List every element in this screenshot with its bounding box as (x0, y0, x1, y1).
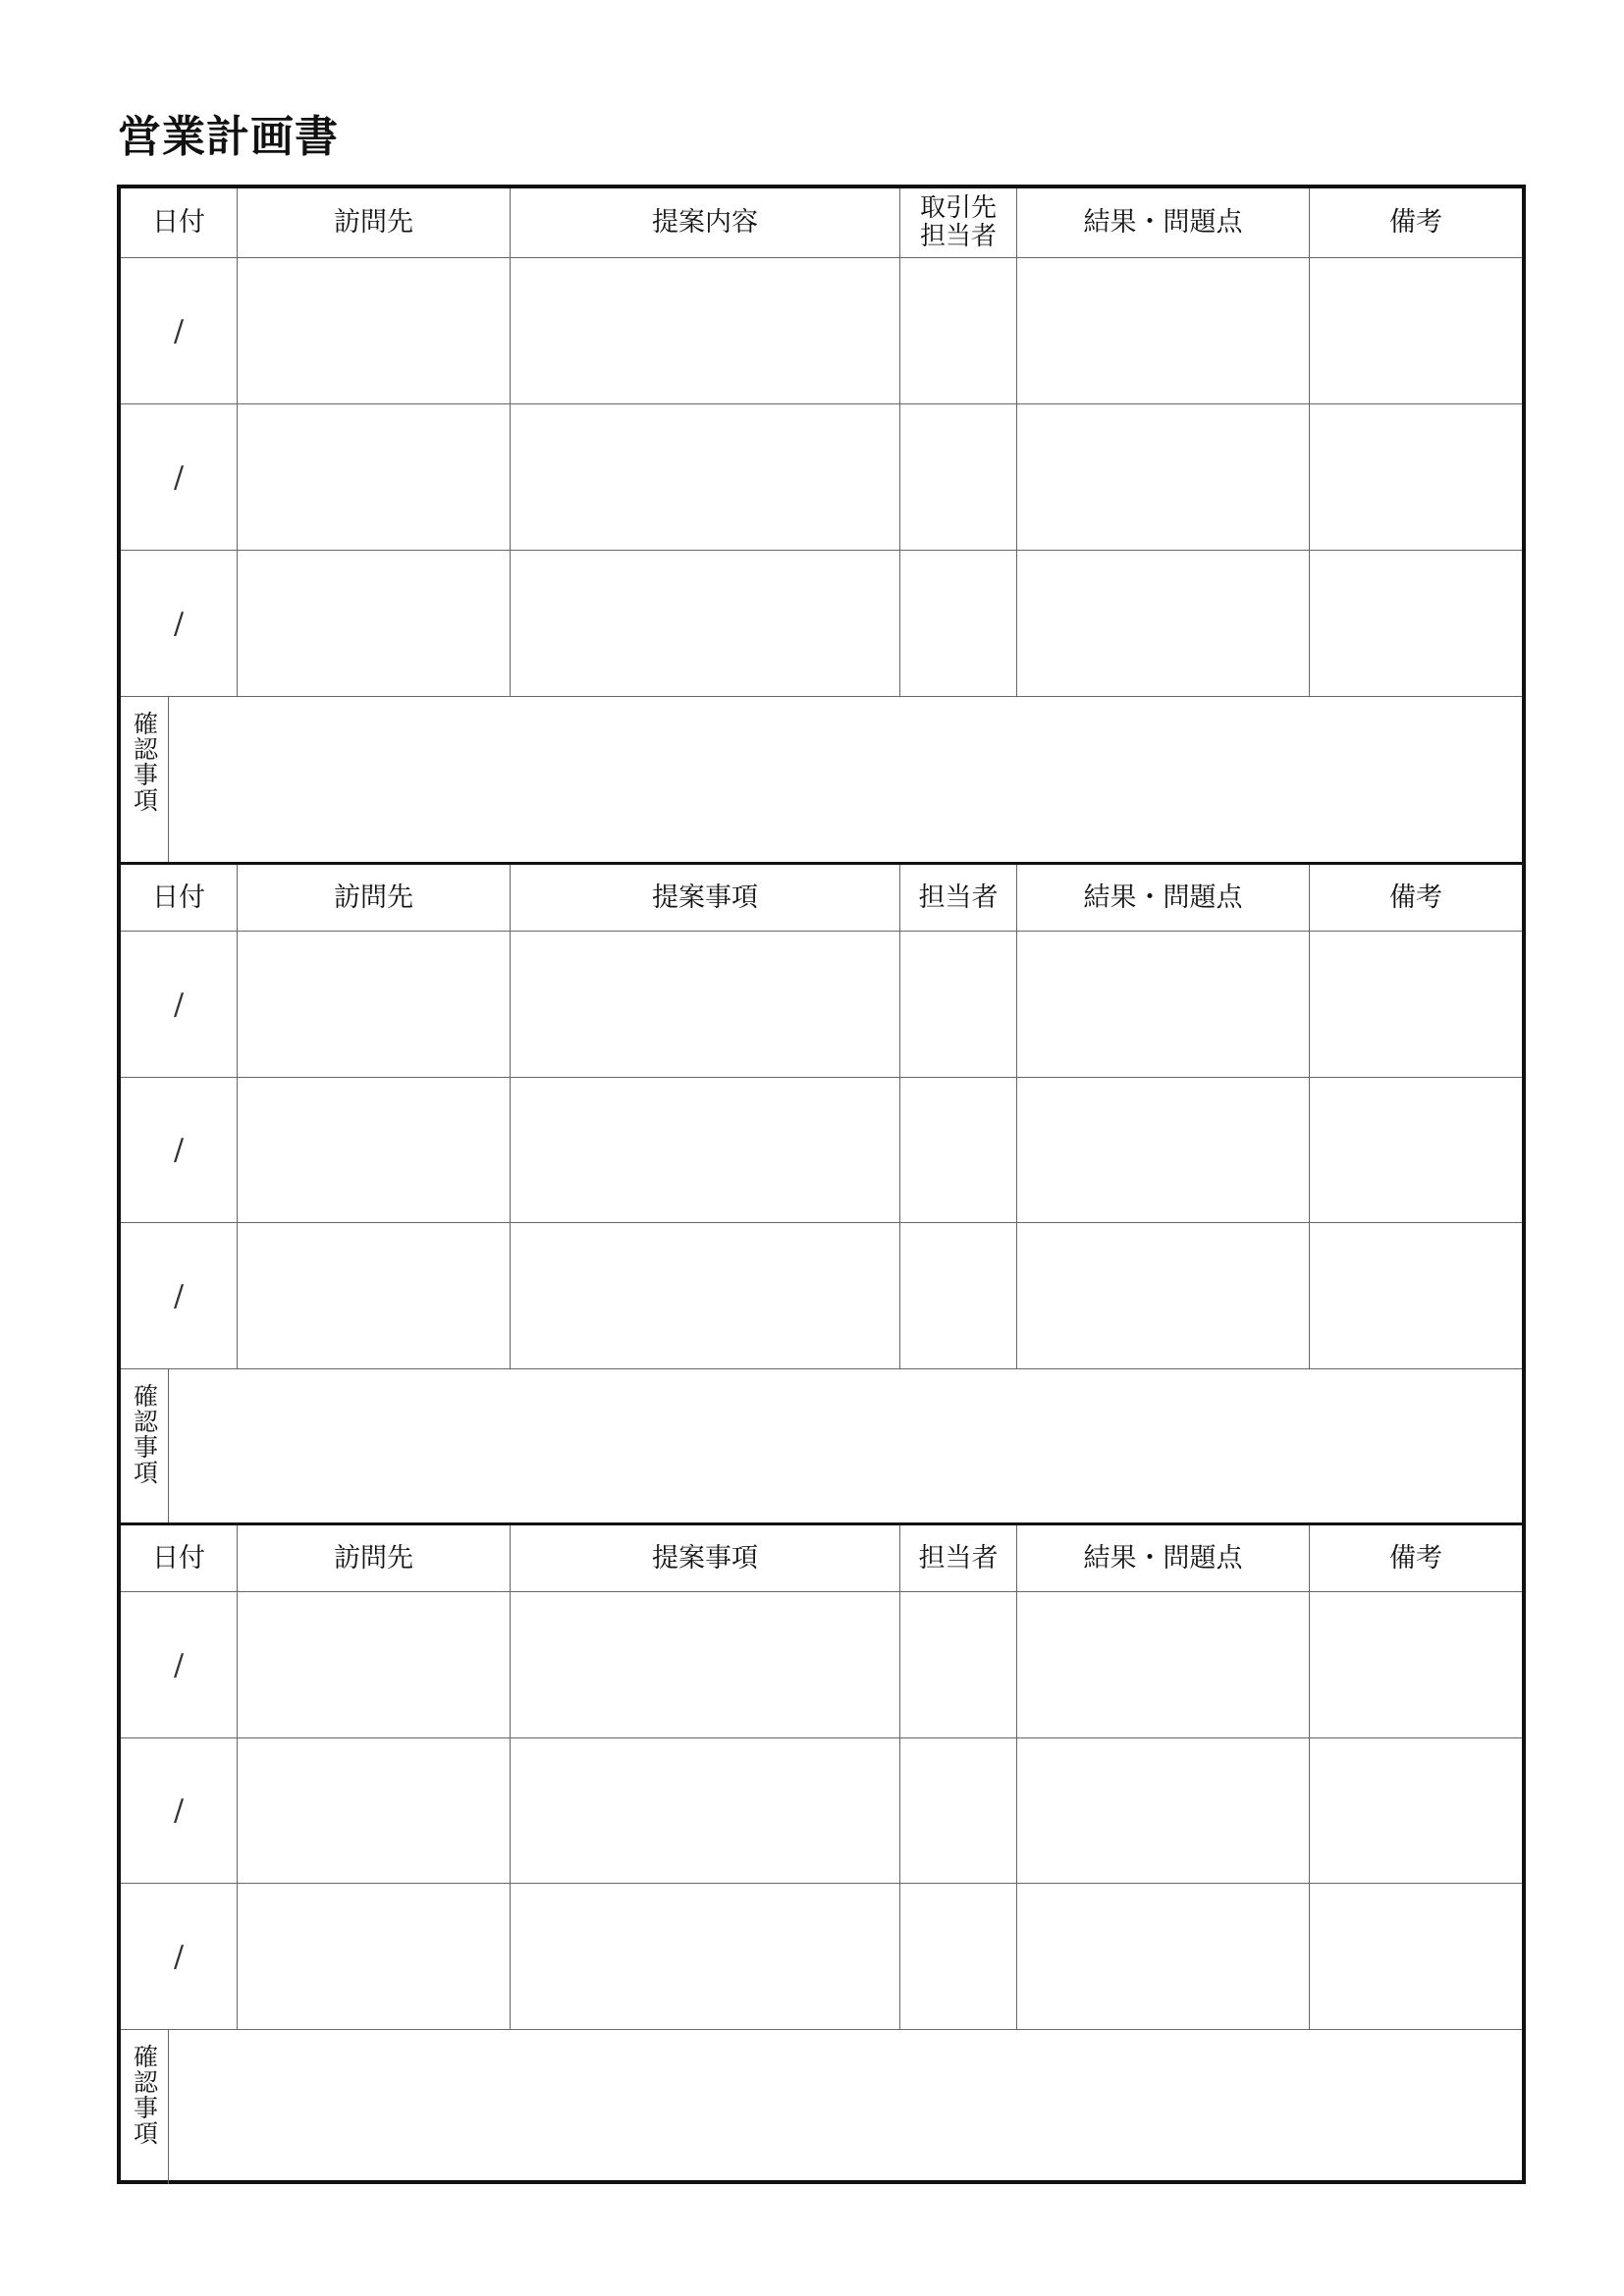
visit-cell[interactable] (238, 551, 511, 696)
result-cell[interactable] (1017, 1223, 1310, 1368)
date-cell[interactable]: / (121, 1738, 238, 1883)
confirm-section (121, 2030, 1522, 2184)
notes-cell[interactable] (1310, 1884, 1522, 2029)
table-row (121, 551, 1522, 697)
result-cell[interactable] (1017, 1592, 1310, 1737)
proposal-cell[interactable] (511, 1078, 900, 1222)
notes-cell[interactable] (1310, 551, 1522, 696)
result-cell[interactable] (1017, 258, 1310, 403)
table-row (121, 932, 1522, 1078)
plan-block-1 (121, 188, 1522, 862)
visit-cell[interactable] (238, 404, 511, 550)
table-row (121, 1078, 1522, 1223)
date-cell[interactable]: / (121, 404, 238, 550)
contact-cell[interactable] (900, 1884, 1017, 2029)
contact-cell[interactable] (900, 932, 1017, 1077)
notes-cell[interactable] (1310, 1078, 1522, 1222)
contact-cell[interactable] (900, 1592, 1017, 1737)
confirm-label-cell (121, 2030, 169, 2184)
header-date: 日付 (121, 188, 238, 257)
proposal-cell[interactable] (511, 1592, 900, 1737)
date-cell[interactable]: / (121, 1592, 238, 1737)
confirm-label: 確認事項 (130, 2044, 159, 2146)
result-cell[interactable] (1017, 1738, 1310, 1883)
proposal-cell[interactable] (511, 932, 900, 1077)
notes-cell[interactable] (1310, 258, 1522, 403)
header-notes: 備考 (1389, 207, 1442, 239)
header-date: 日付 (121, 865, 238, 931)
visit-cell[interactable] (238, 932, 511, 1077)
header-visit: 訪問先 (238, 188, 511, 257)
plan-sheet (117, 185, 1526, 2184)
date-cell[interactable]: / (121, 1223, 238, 1368)
header-contact: 担当者 (900, 1525, 1017, 1591)
header-result: 結果・問題点 (1017, 188, 1310, 257)
contact-cell[interactable] (900, 404, 1017, 550)
proposal-cell[interactable] (511, 1223, 900, 1368)
visit-cell[interactable] (238, 1078, 511, 1222)
date-cell[interactable]: / (121, 1078, 238, 1222)
proposal-cell[interactable] (511, 258, 900, 403)
contact-cell[interactable] (900, 1078, 1017, 1222)
header-row (121, 865, 1522, 932)
notes-cell[interactable] (1310, 1223, 1522, 1368)
confirm-input-area[interactable] (169, 697, 1522, 862)
visit-cell[interactable] (238, 1884, 511, 2029)
table-row (121, 258, 1522, 404)
header-row (121, 1525, 1522, 1592)
header-contact-line2: 担当者 (919, 222, 997, 251)
notes-cell[interactable] (1310, 404, 1522, 550)
result-cell[interactable] (1017, 551, 1310, 696)
date-cell[interactable]: / (121, 258, 238, 403)
notes-cell[interactable] (1310, 932, 1522, 1077)
table-row (121, 1592, 1522, 1738)
header-contact-line1: 取引先 (919, 193, 997, 224)
header-date: 日付 (121, 1525, 238, 1591)
header-contact: 担当者 (900, 865, 1017, 931)
result-cell[interactable] (1017, 1078, 1310, 1222)
header-notes: 備考 (1389, 1542, 1442, 1574)
contact-cell[interactable] (900, 1738, 1017, 1883)
visit-cell[interactable] (238, 1223, 511, 1368)
visit-cell[interactable] (238, 1592, 511, 1737)
visit-cell[interactable] (238, 258, 511, 403)
header-row (121, 188, 1522, 258)
confirm-section (121, 1369, 1522, 1523)
date-cell[interactable]: / (121, 551, 238, 696)
notes-cell[interactable] (1310, 1738, 1522, 1883)
result-cell[interactable] (1017, 1884, 1310, 2029)
notes-cell[interactable] (1310, 1592, 1522, 1737)
proposal-cell[interactable] (511, 1884, 900, 2029)
header-contact (900, 188, 1017, 257)
confirm-input-area[interactable] (169, 1369, 1522, 1523)
contact-cell[interactable] (900, 1223, 1017, 1368)
result-cell[interactable] (1017, 932, 1310, 1077)
header-notes: 備考 (1389, 881, 1442, 913)
visit-cell[interactable] (238, 1738, 511, 1883)
confirm-label: 確認事項 (130, 711, 159, 813)
proposal-cell[interactable] (511, 1738, 900, 1883)
confirm-input-area[interactable] (169, 2030, 1522, 2184)
header-proposal: 提案事項 (511, 1525, 900, 1591)
header-proposal: 提案内容 (511, 188, 900, 257)
table-row (121, 404, 1522, 551)
header-result: 結果・問題点 (1017, 865, 1310, 931)
plan-block-3 (121, 1522, 1522, 2184)
header-result: 結果・問題点 (1017, 1525, 1310, 1591)
header-visit: 訪問先 (238, 1525, 511, 1591)
confirm-label: 確認事項 (130, 1383, 159, 1485)
header-proposal: 提案事項 (511, 865, 900, 931)
table-row (121, 1884, 1522, 2030)
contact-cell[interactable] (900, 258, 1017, 403)
table-row (121, 1223, 1522, 1369)
result-cell[interactable] (1017, 404, 1310, 550)
confirm-label-cell (121, 697, 169, 862)
contact-cell[interactable] (900, 551, 1017, 696)
proposal-cell[interactable] (511, 404, 900, 550)
table-row (121, 1738, 1522, 1884)
header-visit: 訪問先 (238, 865, 511, 931)
plan-block-2 (121, 862, 1522, 1523)
date-cell[interactable]: / (121, 1884, 238, 2029)
date-cell[interactable]: / (121, 932, 238, 1077)
proposal-cell[interactable] (511, 551, 900, 696)
page-title: 営業計画書 (118, 112, 339, 162)
confirm-label-cell (121, 1369, 169, 1523)
confirm-section (121, 697, 1522, 862)
